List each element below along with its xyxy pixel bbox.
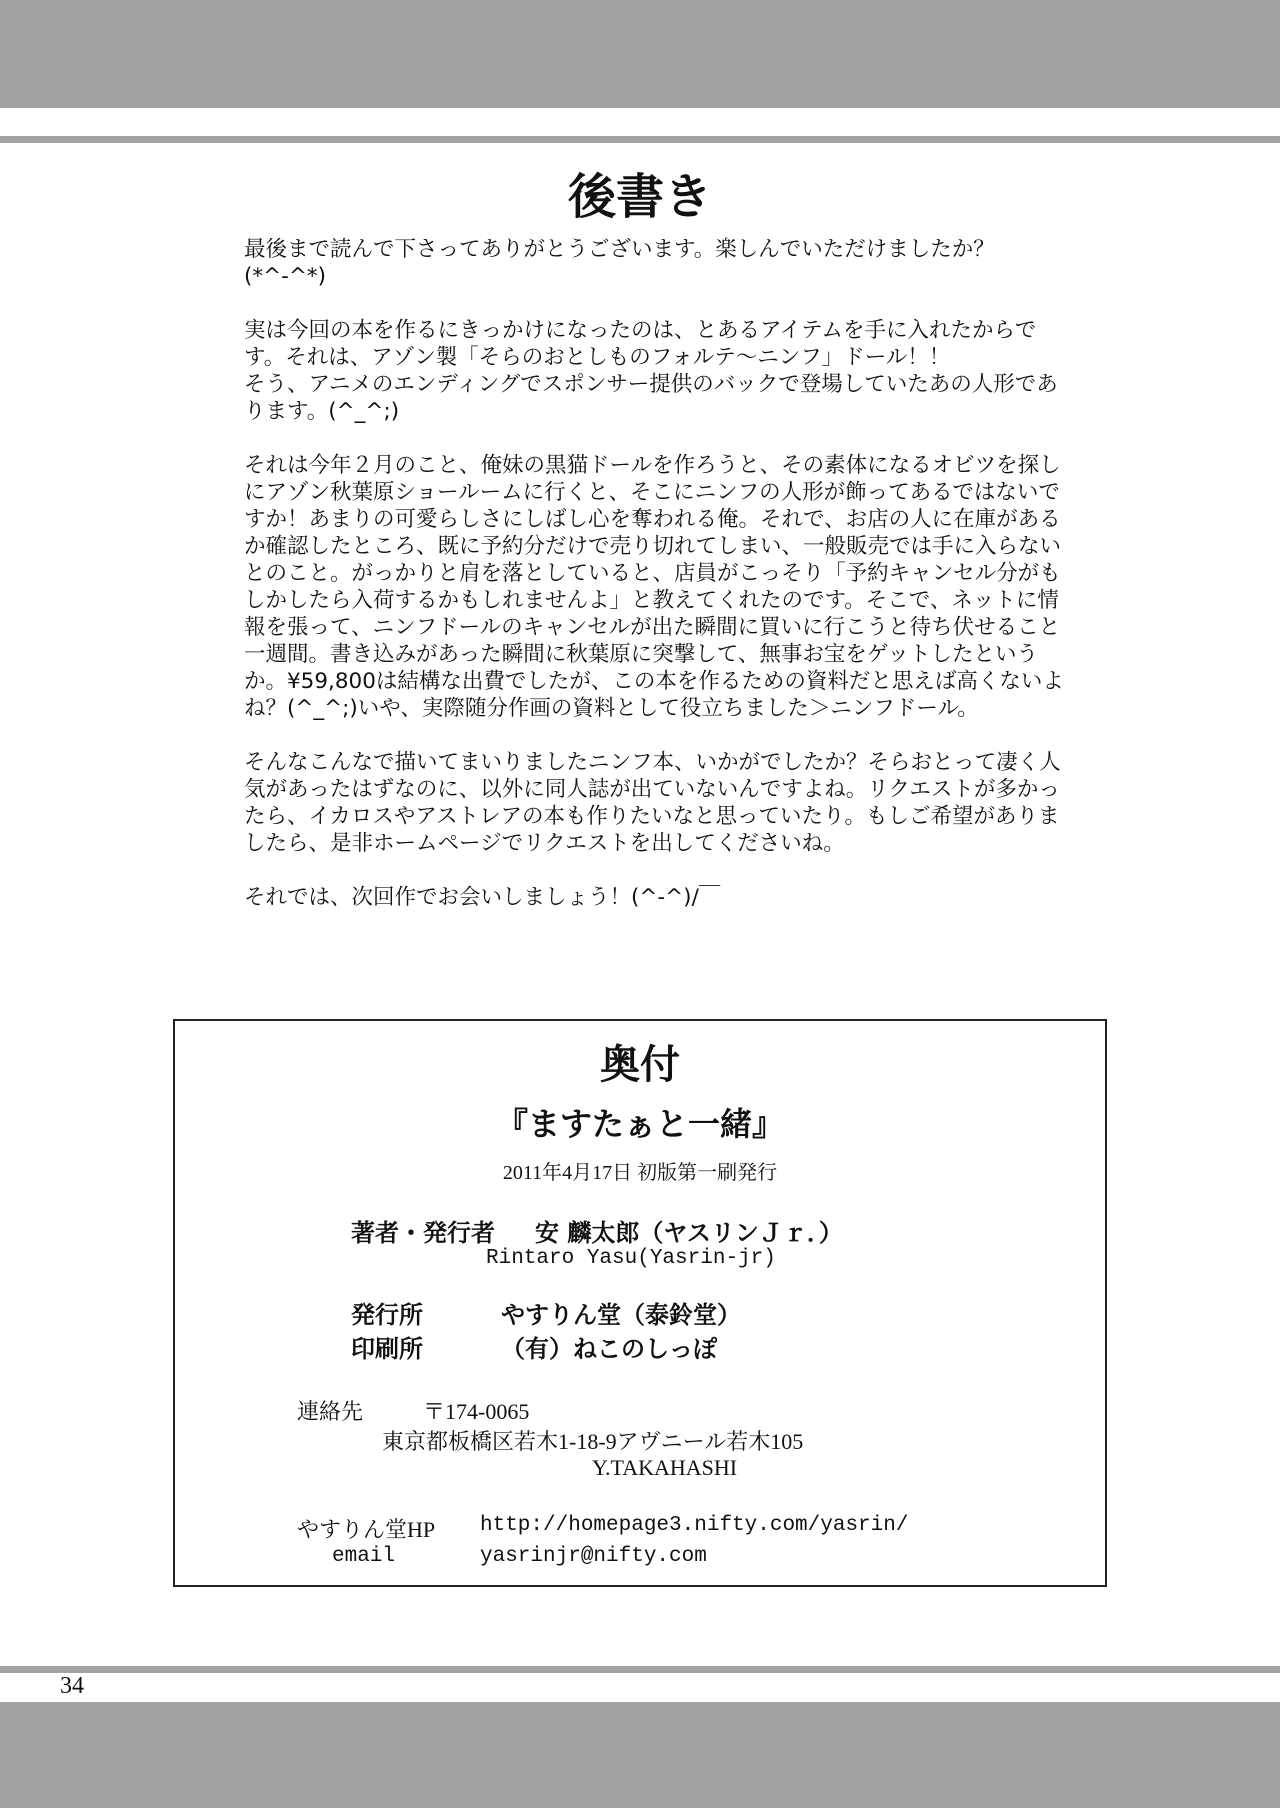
footer-rule (0, 1666, 1280, 1673)
contact-label: 連絡先 (297, 1399, 364, 1424)
publisher-name: やすりん堂（泰鈴堂） (501, 1300, 741, 1329)
paragraph: それは今年２月のこと、俺妹の黒猫ドールを作ろうと、その素体になるオビツを探しにアゾン秋葉原ショールームに行くと、そこにニンフの人形が飾ってあるではないですか！あまりの可愛らしさにしばし心を奪われる俺。それで、お店の人に在庫があるか確認したところ、既に予約分だけで売り切れてしまい、一般販売では手に入らないとのこと。がっかりと肩を落としていると、店員がこっそり「予約キャンセル分がもしかしたら入荷するかもしれませんよ」と教えてくれたのです。そこで、ネットに情報を張って、ニンフドールのキャンセルが出た瞬間に買いに行こうと待ち伏せること一週間。書き込みがあった瞬間に秋葉原に突撃して、無事お宝をゲットしたというか。¥59,800は結構な出費でしたが、この本を作るための資料だと思えば高くないよね？(^_^;)いや、実際随分作画の資料として役立ちました＞ニンフドール。 (244, 453, 1064, 721)
book-title: 『ますたぁと一緒』 (495, 1105, 784, 1143)
author-romaji: Rintaro Yasu(Yasrin-jr) (486, 1247, 776, 1270)
address: 東京都板橋区若木1-18-9アヴニール若木105 (382, 1429, 804, 1454)
printer-name: （有）ねこのしっぽ (501, 1334, 717, 1363)
homepage-url[interactable]: http://homepage3.nifty.com/yasrin/ (480, 1514, 909, 1537)
printer-label: 印刷所 (351, 1334, 423, 1363)
postal-code: 〒174-0065 (423, 1399, 530, 1424)
email-label: email (332, 1545, 396, 1568)
afterword-title: 後書き (567, 169, 712, 225)
paragraph: それでは、次回作でお会いしましょう！(^-^)/￣ (244, 885, 721, 910)
paragraph: 実は今回の本を作るにきっかけになったのは、とあるアイテムを手に入れたからです。それは、アゾン製「そらのおとしものフォルテ〜ニンフ」ドール！！ そう、アニメのエンディングでスポンサー提供のバックで登場していたあの人形であります。(^_^;) (244, 318, 1058, 424)
header-rule (0, 136, 1280, 143)
bottom-margin-band (0, 1702, 1280, 1808)
afterword-body (244, 236, 1064, 938)
top-margin-band (0, 0, 1280, 108)
paragraph: そんなこんなで描いてまいりましたニンフ本、いかがでしたか？そらおとって凄く人気があったはずなのに、以外に同人誌が出ていないんですよね。リクエストが多かったら、イカロスやアストレアの本も作りたいなと思っていたり。もしご希望がありましたら、是非ホームページでリクエストを出してくださいね。 (244, 750, 1061, 856)
contact-name: Y.TAKAHASHI (592, 1455, 738, 1480)
author-name: 安 麟太郎（ヤスリンＪｒ．） (535, 1218, 843, 1247)
homepage-label: やすりん堂HP (297, 1517, 436, 1542)
email-address[interactable]: yasrinjr@nifty.com (480, 1545, 707, 1568)
page-number: 34 (60, 1673, 84, 1699)
colophon-box (173, 1019, 1107, 1587)
publication-date: 2011年4月17日 初版第一刷発行 (502, 1162, 778, 1184)
paragraph: 最後まで読んで下さってありがとうございます。楽しんでいただけましたか？ (*^-^*) (244, 237, 995, 289)
colophon-title: 奥付 (600, 1042, 680, 1088)
publisher-label: 発行所 (351, 1300, 423, 1329)
author-label: 著者・発行者 (351, 1218, 495, 1247)
